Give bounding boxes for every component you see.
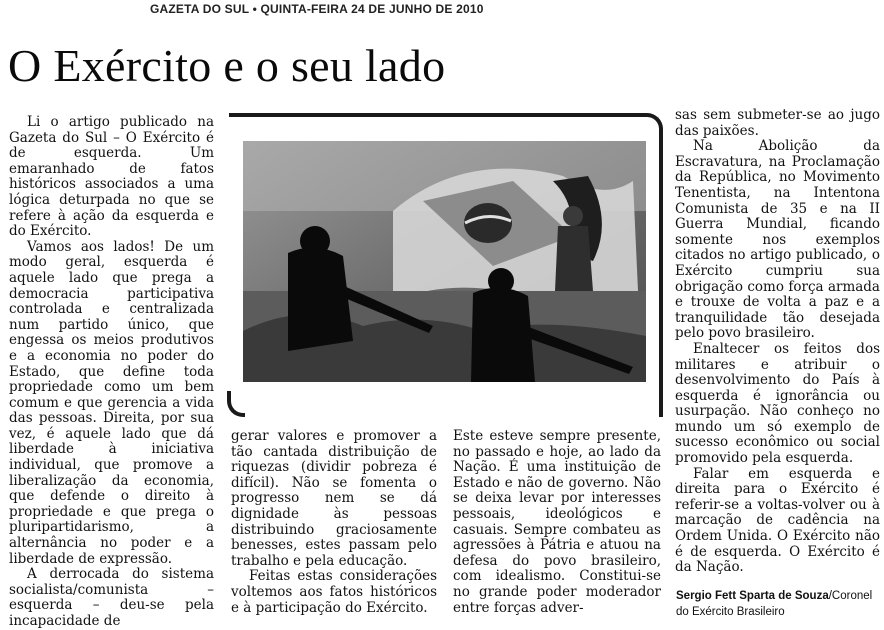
author-name: Sergio Fett Sparta de Souza (676, 590, 829, 602)
column-1 (9, 115, 214, 630)
soldiers-flag-image (243, 141, 646, 382)
paragraph: Feitas estas considerações voltemos aos fatos históricos e à participação do Exército. (231, 568, 437, 616)
paragraph: Falar em esquerda e direita para o Exército é referir-se a voltas-volver ou à marcação de cadência na Ordem Unida. O Exército não é de esquerda. O Exército é da Nação. (675, 465, 880, 576)
author-role: /Coronel do Exército Brasileiro (676, 590, 873, 618)
masthead: GAZETA DO SUL • QUINTA-FEIRA 24 DE JUNHO DE 2010 (150, 2, 484, 16)
paragraph: Vamos aos lados! De um modo geral, esquerda é aquele lado que prega a democracia participativa controlada e centralizada num partido único, que engessa os meios produtivos e a economia no poder do Estado, que define toda propriedade como um bem comum e que gerencia a vida das pessoas. Direita, por sua vez, é aquele lado que dá liberdade à iniciativa individual, que promove a liberalização da economia, que defende o direito à propriedade e que prega o pluripartidarismo, a alternância no poder e a liberdade de expressão. (9, 238, 214, 567)
column-4 (675, 108, 880, 576)
paragraph: Li o artigo publicado na Gazeta do Sul – O Exército é de esquerda. Um emaranhado de fatos históricos associados a uma lógica deturpada no que se refere à ação da esquerda e do Exército. (9, 114, 214, 240)
article-photo (243, 141, 646, 382)
paragraph: gerar valores e promover a tão cantada distribuição de riquezas (dividir pobreza é difícil). Não se fomenta o progresso nem se dá dignidade às pessoas distribuindo graciosamente benesses, estes passam pelo trabalho e pela educação. (231, 428, 437, 569)
paragraph: Na Abolição da Escravatura, na Proclamação da República, no Movimento Tenentista, na Intentona Comunista de 35 e na II Guerra Mundial, ficando somente nos exemplos citados no artigo publicado, o Exército cumpriu sua obrigação como força armada e trouxe de volta a paz e a tranquilidade tão desejada pelo povo brasileiro. (675, 138, 880, 342)
paragraph: A derrocada do sistema socialista/comunista – esquerda – deu-se pela incapacidade de (9, 566, 214, 629)
photo-frame (229, 113, 661, 419)
article-title: O Exército e o seu lado (8, 40, 446, 91)
paragraph: Este esteve sempre presente, no passado e hoje, ao lado da Nação. É uma instituição de Estado e não de governo. Não se deixa levar por interesses pessoais, ideológicos e casuais. Sempre combateu as agressões à Pátria e atuou na defesa do povo brasileiro, com idealismo. Constitui-se no grande poder moderador entre forças adver- (453, 428, 661, 616)
column-3 (453, 429, 661, 616)
paragraph: Enaltecer os feitos dos militares e atribuir o desenvolvimento do País à esquerda é ignorância ou usurpação. Não conheço no mundo um só exemplo de sucesso econômico ou social promovido pela esquerda. (675, 340, 880, 467)
author-credit (676, 588, 881, 620)
column-2 (231, 429, 437, 616)
paragraph: sas sem submeter-se ao jugo das paixões. (675, 107, 880, 139)
